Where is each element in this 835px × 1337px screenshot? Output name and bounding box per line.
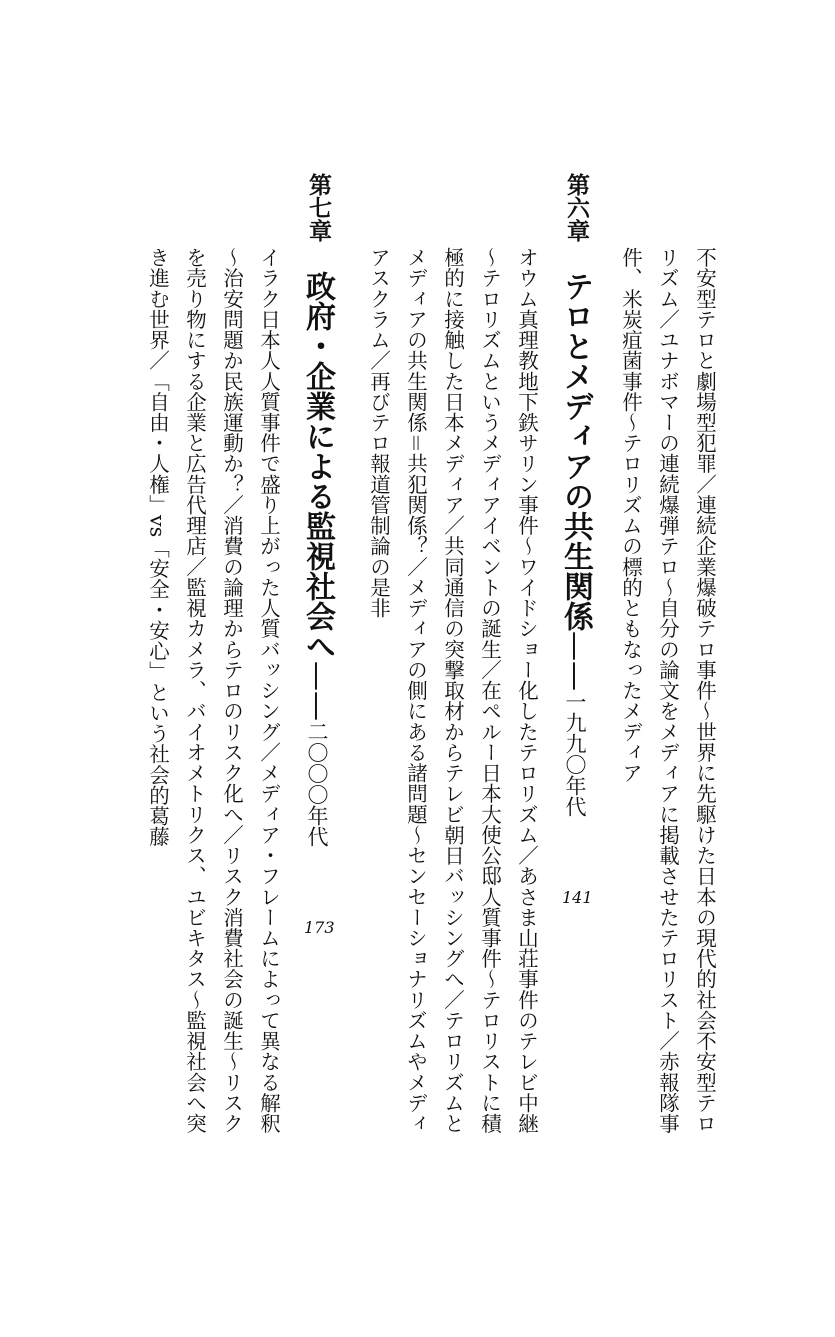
chapter6-heading xyxy=(558,271,593,817)
chapter7-line-2: ～治安問題か民族運動か？／消費の論理からテロのリスク化へ／リスク消費社会の誕生～リスク xyxy=(219,247,244,1134)
intro-line-1: 不安型テロと劇場型犯罪／連続企業爆破テロ事件～世界に先駆けた日本の現代的社会不安型テロ xyxy=(692,247,717,1134)
chapter6-page-number: 141 xyxy=(562,888,593,907)
chapter7-heading xyxy=(300,271,335,847)
chapter7-period: 二〇〇〇年代 xyxy=(305,721,329,847)
intro-line-3: 件、米炭疽菌事件～テロリズムの標的ともなったメディア xyxy=(618,247,643,784)
chapter7-line-3: を売り物にする企業と広告代理店／監視カメラ、バイオメトリクス、ユビキタス～監視社会へ突 xyxy=(182,247,207,1134)
chapter6-line-1: オウム真理教地下鉄サリン事件～ワイドショー化したテロリズム／あさま山荘事件のテレビ中継 xyxy=(514,247,539,1134)
chapter7-line-4: き進む世界／「自由・人権」vs「安全・安心」という社会的葛藤 xyxy=(145,247,170,847)
chapter6-period: 一九九〇年代 xyxy=(563,691,587,817)
chapter6-line-5: アスクラム／再びテロ報道管制論の是非 xyxy=(366,247,391,619)
chapter7-line-1: イラク日本人人質事件で盛り上がった人質バッシング／メディア・フレームによって異なる解釈 xyxy=(256,247,281,1134)
intro-line-2: リズム／ユナボマーの連続爆弾テロ～自分の論文をメディアに掲載させたテロリスト／赤報隊事 xyxy=(655,247,680,1134)
chapter6-line-3: 極的に接触した日本メディア／共同通信の突撃取材からテレビ朝日バッシングへ／テロリズムと xyxy=(440,247,465,1134)
chapter6-line-4: メディアの共生関係＝共犯関係？／メディアの側にある諸問題～センセーショナリズムやメディ xyxy=(403,247,428,1134)
chapter6-label: 第六章 xyxy=(563,173,590,242)
chapter6-title: テロとメディアの共生関係 xyxy=(558,271,593,631)
chapter6-line-2: ～テロリズムというメディアイベントの誕生／在ペルー日本大使公邸人質事件～テロリストに積 xyxy=(477,247,502,1134)
chapter7-title: 政府・企業による監視社会へ xyxy=(300,271,335,661)
chapter6-dash: —— xyxy=(558,631,593,691)
chapter7-page-number: 173 xyxy=(304,918,335,937)
chapter7-label: 第七章 xyxy=(305,173,332,242)
chapter7-dash: —— xyxy=(300,661,335,721)
